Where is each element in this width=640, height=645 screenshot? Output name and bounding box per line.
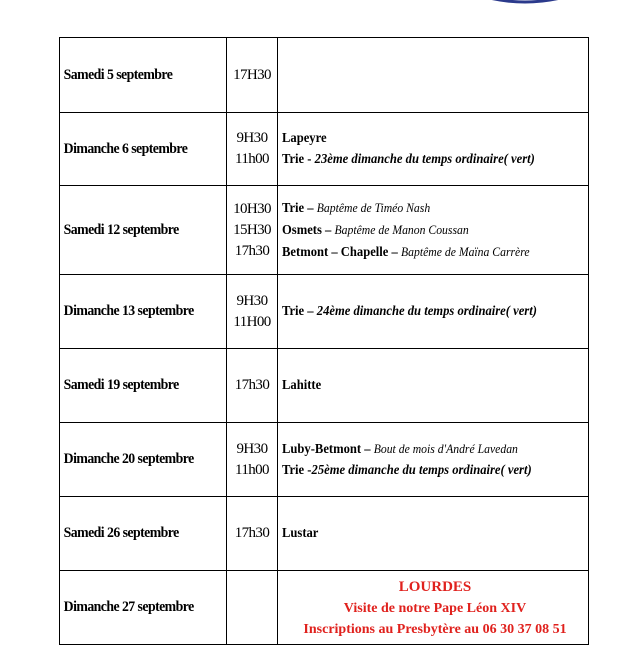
day-cell [60, 349, 227, 423]
event-place: Osmets [282, 223, 322, 238]
event-place: Trie [282, 152, 305, 167]
time-cell [227, 38, 278, 113]
event-line [282, 460, 557, 481]
time-label: 17H30 [233, 66, 271, 83]
highlight-line: Visite de notre Pape Léon XIV [343, 601, 527, 616]
event-cell [278, 186, 589, 275]
event-separator: - [304, 152, 315, 167]
event-separator: – [361, 442, 374, 457]
event-line [282, 375, 557, 396]
event-note: Baptême de Maïna Carrère [400, 244, 530, 259]
event-cell [278, 497, 589, 571]
event-note: Bout de mois d'André Lavedan [373, 441, 518, 456]
time-label: 9H30 [236, 292, 268, 309]
event-place: Luby-Betmont [282, 442, 362, 457]
schedule-row [60, 423, 589, 497]
time-cell [227, 423, 278, 497]
event-place: Trie [282, 304, 305, 319]
event-place: Lapeyre [282, 131, 327, 146]
day-label: Samedi 5 septembre [63, 66, 173, 83]
schedule-row [60, 186, 589, 275]
schedule-row [60, 275, 589, 349]
time-label: 17h30 [234, 377, 270, 393]
schedule-table [59, 37, 589, 645]
event-note: Baptême de Manon Coussan [334, 222, 469, 237]
time-label: 9H30 [236, 130, 268, 146]
day-label: Dimanche 6 septembre [63, 140, 188, 157]
event-line [282, 128, 557, 149]
event-cell [278, 423, 589, 497]
event-line [282, 149, 557, 170]
event-line [282, 523, 557, 544]
event-note: 24ème dimanche du temps ordinaire( vert) [316, 304, 537, 319]
day-cell [60, 113, 227, 186]
time-label: 17h30 [234, 242, 270, 259]
event-separator: – [304, 201, 317, 216]
time-label: 11h00 [235, 461, 269, 478]
time-label: 17h30 [234, 525, 270, 541]
event-cell [278, 38, 589, 113]
day-cell [60, 497, 227, 571]
time-cell [227, 275, 278, 349]
event-place: Lahitte [282, 378, 322, 393]
event-line [282, 241, 557, 263]
event-line [282, 438, 557, 460]
time-label: 11h00 [235, 151, 269, 167]
event-line [282, 301, 557, 322]
time-cell [227, 497, 278, 571]
day-label: Dimanche 13 septembre [63, 303, 194, 319]
day-cell [60, 423, 227, 497]
time-cell [227, 571, 278, 645]
day-label: Dimanche 27 septembre [63, 599, 194, 615]
schedule-row [60, 571, 589, 645]
day-cell [60, 38, 227, 113]
day-label: Dimanche 20 septembre [63, 451, 194, 467]
event-separator: – [321, 223, 335, 238]
day-label: Samedi 26 septembre [63, 525, 179, 541]
time-label: 10H30 [233, 200, 271, 217]
event-note: Baptême de Timéo Nash [316, 200, 431, 215]
day-cell [60, 571, 227, 645]
event-note: 23ème dimanche du temps ordinaire( vert) [314, 152, 535, 167]
event-cell [278, 349, 589, 423]
time-label: 15H30 [233, 221, 271, 238]
event-cell [278, 275, 589, 349]
time-cell [227, 186, 278, 275]
highlight-title: LOURDES [398, 579, 472, 595]
schedule-row [60, 113, 589, 186]
event-cell [278, 571, 589, 645]
logo-arc [470, 0, 580, 6]
time-cell [227, 349, 278, 423]
event-separator: - [304, 463, 312, 478]
day-cell [60, 275, 227, 349]
schedule-row [60, 38, 589, 113]
time-label: 11H00 [233, 313, 271, 330]
event-note: 25ème dimanche du temps ordinaire( vert) [311, 463, 532, 478]
event-place: Lustar [282, 526, 319, 541]
event-separator: – [304, 304, 317, 319]
day-label: Samedi 12 septembre [63, 221, 179, 238]
schedule-row [60, 497, 589, 571]
event-line [282, 219, 557, 241]
time-cell [227, 113, 278, 186]
highlight-line: Inscriptions au Presbytère au 06 30 37 08 51 [303, 622, 567, 637]
day-label: Samedi 19 septembre [63, 377, 179, 393]
event-place: Trie [282, 201, 305, 216]
time-label: 9H30 [236, 440, 268, 457]
event-place: Betmont – Chapelle [282, 245, 389, 260]
day-cell [60, 186, 227, 275]
event-line [282, 197, 557, 219]
event-place: Trie [282, 463, 305, 478]
schedule-row [60, 349, 589, 423]
event-separator: – [388, 245, 401, 260]
event-cell [278, 113, 589, 186]
